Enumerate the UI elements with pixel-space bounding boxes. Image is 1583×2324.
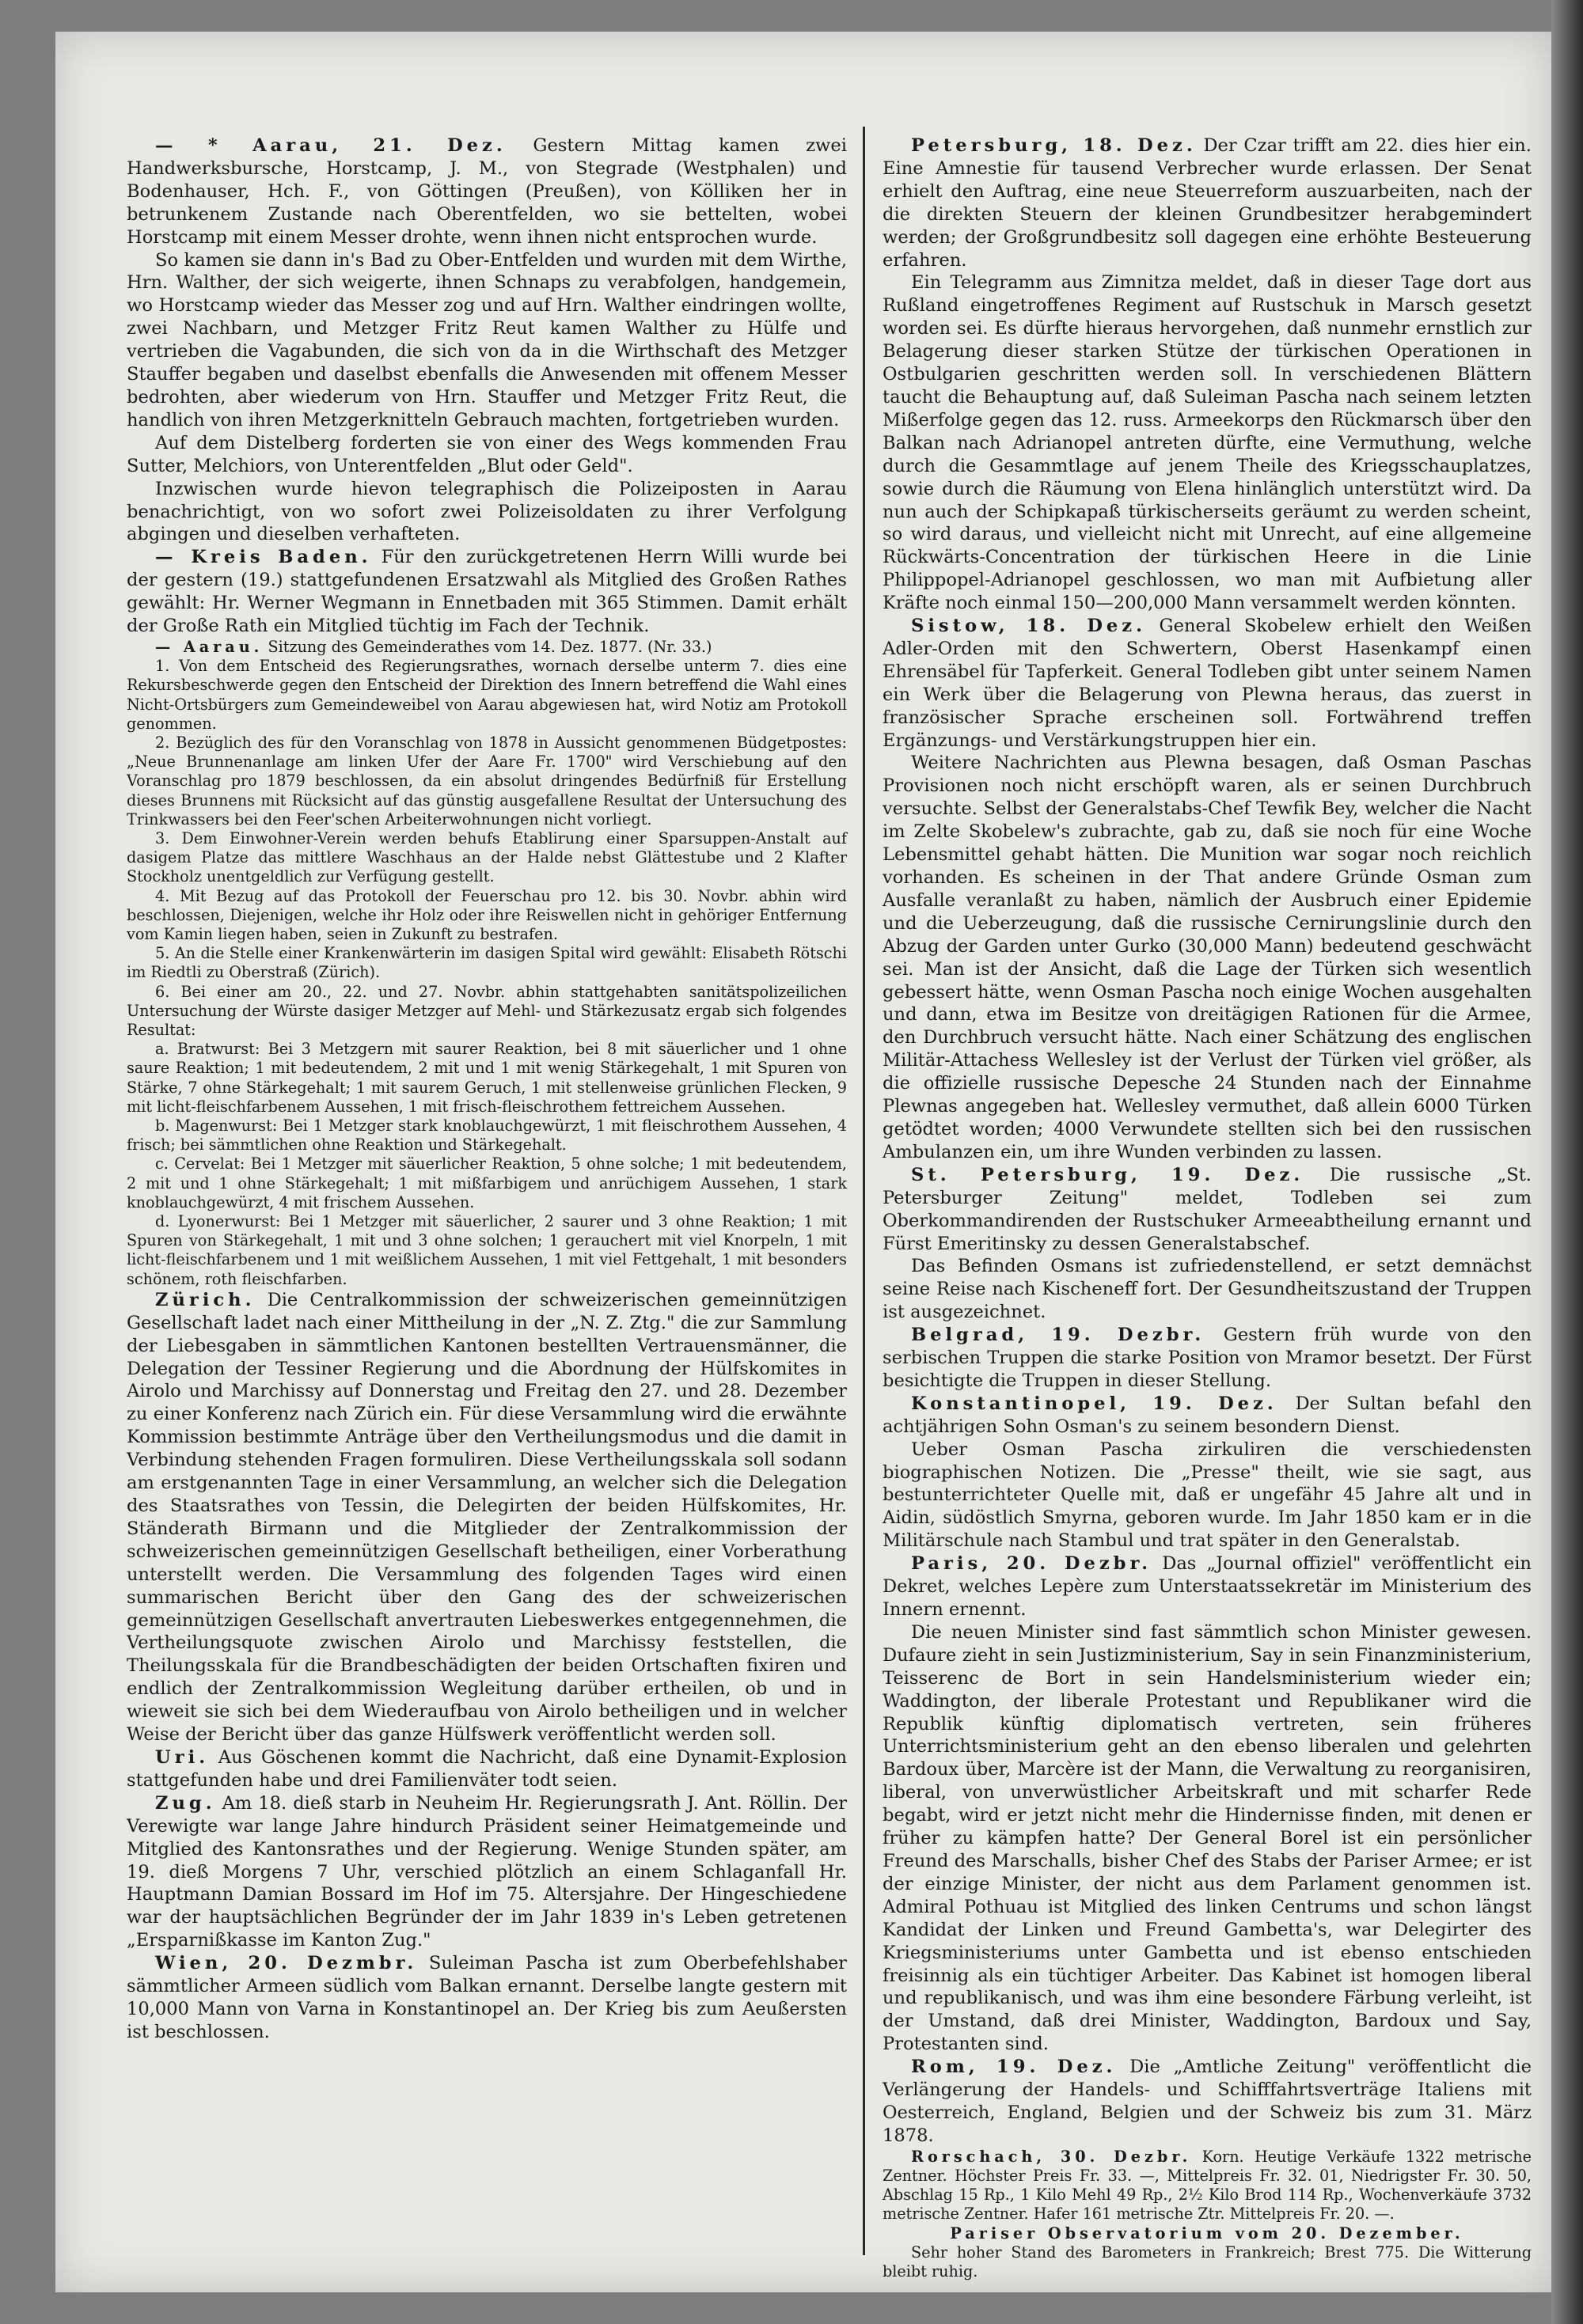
article-paragraph [883, 1439, 1532, 1553]
article-paragraph [127, 829, 847, 887]
column-divider [863, 127, 865, 2255]
article-paragraph [127, 249, 847, 432]
article-text: General Skobelew erhielt den Weißen Adler-Orden mit den Schwertern, Oberst Hasenkampf einen Ehrensäbel für Tapferkeit. General Todleben gibt unter seinem Namen ein Werk über die Belagerung von Plewna heraus, das zuerst in französischer Sprache erscheinen soll. Fortwährend treffen Ergänzungs- und Verstärkungstruppen hier ein. [883, 616, 1532, 751]
article-text: Für den zurückgetretenen Herrn Willi wurde bei der gestern (19.) stattgefundenen Ersatzwahl als Mitglied des Großen Rathes gewählt: Hr. Werner Wegmann in Ennetbaden mit 365 Stimmen. Damit erhält der Große Rath ein Mitglied tüchtig im Fach der Technik. [127, 547, 847, 637]
article-dateline: Rom, 19. Dez. [911, 2057, 1117, 2078]
article-dateline: Konstantinopel, 19. Dez. [911, 1393, 1277, 1414]
article-paragraph [127, 944, 847, 982]
article-dateline: — Aarau. [155, 637, 264, 656]
article-dateline: Rorschach, 30. Dezbr. [911, 2147, 1192, 2166]
article-dateline: Paris, 20. Dezbr. [911, 1553, 1152, 1575]
article-text: Sehr hoher Stand des Barometers in Frankreich; Brest 775. Die Witterung bleibt ruhig. [883, 2242, 1532, 2280]
article-paragraph [127, 546, 847, 638]
article-text: a. Bratwurst: Bei 3 Metzgern mit saurer Reaktion, bei 8 mit säuerlicher und 1 ohne saure Reaktion; 1 mit bedeutendem, 2 mit und 1 mit wenig Stärkegehalt, 1 mit Spuren von Stärke, 7 ohne Stärkegehalt; 1 mit saurem Geruch, 1 mit stellenweise grünlichen Flecken, 9 mit licht-fleischfarbenem Aussehen, 1 mit frisch-fleischrothem fettreichem Aussehen. [127, 1040, 847, 1116]
article-text: Gestern Mittag kamen zwei Handwerksbursche, Horstcamp, J. M., von Stegrade (Westphalen) und Bodenhauser, Hch. F., von Göttingen (Preußen), von Kölliken her in betrunkenem Zustande nach Oberentfelden, wo sie bettelten, wobei Horstcamp mit einem Messer drohte, wenn ihnen nicht entsprochen wurde. [127, 135, 847, 248]
article-paragraph [127, 1289, 847, 1746]
article-dateline: Petersburg, 18. Dez. [911, 135, 1197, 156]
article-text: 5. An die Stelle einer Krankenwärterin im dasigen Spital wird gewählt: Elisabeth Rötschi im Riedtli zu Oberstraß (Zürich). [127, 944, 847, 982]
article-paragraph [883, 1552, 1532, 1621]
article-text: Die Centralkommission der schweizerischen gemeinnützigen Gesellschaft ladet nach einer Mittheilung in der „N. Z. Ztg." die zur Sammlung der Liebesgaben in sämmtlichen Kantonen bestellten Vertrauensmänner, die Delegation der Tessiner Regierung und die Abordnung der Hülfskomites in Airolo und Marchissy auf Donnerstag und Freitag den 27. und 28. Dezember zu einer Konferenz nach Zürich ein. Für diese Versammlung wird die erwähnte Kommission bestimmte Anträge über den Vertheilungsmodus und die damit in Verbindung stehenden Fragen formuliren. Diese Vertheilungsskala soll sodann am erstgenannten Tage in einer Versammlung, an welcher sich die Delegation des Staatsrathes von Tessin, die Delegirten der beiden Hülfskomites, Hr. Ständerath Birmann und die Mitglieder der Zentralkommission der schweizerischen gemeinnützigen Gesellschaft betheiligen, einer Vorberathung unterstellt werden. Die Versammlung des folgenden Tages wird einen summarischen Bericht über den Gang des der schweizerischen gemeinnützigen Gesellschaft anvertrauten Liebeswerkes entgegennehmen, die Vertheilungsquote zwischen Airolo und Marchissy feststellen, die Theilungsskala für die Brandbeschädigten der beiden Ortschaften fixiren und endlich der Zentralkommission Wegleitung darüber ertheilen, ob und in wieweit sie sich bei dem Wiederaufbau von Airolo betheiligen und in welcher Weise der Bericht über das ganze Hülfswerk veröffentlicht werden soll. [127, 1289, 847, 1746]
article-text: d. Lyonerwurst: Bei 1 Metzger mit säuerlicher, 2 saurer und 3 ohne Reaktion; 1 mit Spuren von Stärkegehalt, 1 mit und 3 ohne solchen; 1 gerauchert mit viel Knorpeln, 1 mit licht-fleischfarbenem und 1 mit weißlichem Aussehen, 1 mit viel Fettgehalt, 1 mit besonders schönem, roth fleischfarben. [127, 1212, 847, 1288]
article-paragraph [883, 2224, 1532, 2243]
article-text: Suleiman Pascha ist zum Oberbefehlshaber sämmtlicher Armeen südlich vom Balkan ernannt. Derselbe langte gestern mit 10,000 Mann von Varna in Konstantinopel an. Der Krieg bis zum Aeußersten ist beschlossen. [127, 1953, 847, 2042]
article-text: Weitere Nachrichten aus Plewna besagen, daß Osman Paschas Provisionen noch nicht erschöpft waren, als er seinen Durchbruch versuchte. Selbst der Generalstabs-Chef Tewfik Bey, welcher die Nacht im Zelte Skobelew's zubrachte, gab zu, daß sie noch für eine Woche Lebensmittel gehabt hätten. Die Munition war sogar noch reichlich vorhanden. Es scheinen in der That andere Gründe Osman zum Ausfalle veranlaßt zu haben, nämlich der Ausbruch einer Epidemie und die Ueberzeugung, daß die russische Cernirungslinie durch den Abzug der Garden unter Gurko (30,000 Mann) bedeutend geschwächt sei. Man ist der Ansicht, daß die Lage der Türken sich wesentlich gebessert hätte, wenn Osman Pascha noch einige Wochen ausgehalten und dann, etwa im Besitze von dreitägigen Rationen für die Armee, den Durchbruch versucht hätte. Nach einer Schätzung des englischen Militär-Attachess Wellesley ist der Verlust der Türken viel größer, als die offizielle russische Depesche 24 Stunden nach der Einnahme Plewnas angegeben hat. Wellesley vermuthet, daß allein 6000 Türken getödtet worden; 4000 Verwundete stellten sich bei den russischen Ambulanzen ein, um ihre Wunden verbinden zu lassen. [883, 753, 1532, 1162]
article-text: Korn. Heutige Verkäufe 1322 metrische Zentner. Höchster Preis Fr. 33. —, Mittelpreis Fr. 32. 01, Niedrigster Fr. 30. 50, Abschlag 15 Rp., 1 Kilo Mehl 49 Rp., 2½ Kilo Brod 114 Rp., Wochenverkäufe 3732 metrische Zentner. Hafer 161 metrische Ztr. Mittelpreis Fr. 20. —. [883, 2147, 1532, 2224]
article-paragraph [127, 657, 847, 734]
article-text: 4. Mit Bezug auf das Protokoll der Feuerschau pro 12. bis 30. Novbr. abhin wird beschlossen, Diejenigen, welche ihr Holz oder ihre Reiswellen nicht in gehöriger Entfernung vom Kamin liegen haben, seien in Zukunft zu bestrafen. [127, 886, 847, 943]
article-dateline: Zürich. [155, 1289, 256, 1310]
article-text: b. Magenwurst: Bei 1 Metzger stark knoblauchgewürzt, 1 mit fleischrothem Aussehen, 4 frisch; bei sämmtlichen ohne Reaktion und Stärkegehalt. [127, 1117, 847, 1154]
article-dateline: Wien, 20. Dezmbr. [155, 1953, 418, 1974]
article-text: Das „Journal offiziel" veröffentlicht ein Dekret, welches Lepère zum Unterstaatssekretär im Ministerium des Innern ernennt. [883, 1553, 1532, 1620]
article-paragraph [883, 615, 1532, 752]
article-text: Der Sultan befahl den achtjährigen Sohn Osman's zu seinem besondern Dienst. [883, 1393, 1532, 1437]
article-text: 6. Bei einer am 20., 22. und 27. Novbr. abhin stattgehabten sanitätspolizeilichen Untersuchung der Würste dasiger Metzger auf Mehl- und Stärkezusatz ergab sich folgendes Resultat: [127, 982, 847, 1039]
left-column [127, 135, 847, 2255]
article-dateline: Sistow, 18. Dez. [911, 616, 1146, 637]
article-dateline: Belgrad, 19. Dezbr. [911, 1325, 1205, 1346]
article-paragraph [127, 1792, 847, 1952]
article-paragraph [127, 983, 847, 1041]
article-paragraph [127, 734, 847, 829]
article-paragraph [127, 135, 847, 249]
article-paragraph [127, 1117, 847, 1154]
article-text: Ein Telegramm aus Zimnitza meldet, daß in dieser Tage dort aus Rußland eingetroffenes Regiment auf Rustschuk in Marsch gesetzt worden sei. Es dürfte hieraus hervorgehen, daß nunmehr ernstlich zur Belagerung dieser starken Stütze der türkischen Operationen in Ostbulgarien geschritten werden soll. In verschiedenen Blättern taucht die Behauptung auf, daß Suleiman Pascha nach seinem letzten Mißerfolge gegen das 12. russ. Armeekorps den Rückmarsch über den Balkan nach Adrianopel antreten dürfte, eine Vermuthung, welche durch die Gesammtlage auf jenem Theile des Kriegsschauplatzes, sowie durch die Räumung von Elena hinlänglich unterstützt wird. Da nun auch der Schipkapaß türkischerseits geräumt zu werden scheint, so wird daraus, und vielleicht nicht mit Unrecht, auf eine allgemeine Rückwärts-Concentration der türkischen Heere in die Linie Philippopel-Adrianopel geschlossen, wo man mit Aufbietung aller Kräfte noch einmal 150—200,000 Mann versammelt werden könnten. [883, 272, 1532, 614]
right-column [883, 135, 1532, 2280]
article-text: Inzwischen wurde hievon telegraphisch die Polizeiposten in Aarau benachrichtigt, von wo sofort zwei Polizeisoldaten zu ihrer Verfolgung abgingen und dieselben verhafteten. [127, 478, 847, 545]
article-text: c. Cervelat: Bei 1 Metzger mit säuerlicher Reaktion, 5 ohne solche; 1 mit bedeutendem, 2 mit und 1 ohne Stärkegehalt; 1 mit mißfarbigem und anrüchigem Aussehen, 1 stark knoblauchgewürzt, 4 mit frischem Aussehen. [127, 1154, 847, 1211]
article-dateline: — Kreis Baden. [155, 547, 372, 568]
article-paragraph [127, 1212, 847, 1289]
article-text: Die „Amtliche Zeitung" veröffentlicht die Verlängerung der Handels- und Schifffahrtsverträge Italiens mit Oesterreich, England, Belgien und der Schweiz bis zum 31. März 1878. [883, 2057, 1532, 2146]
article-paragraph [127, 1952, 847, 2044]
article-paragraph [883, 2243, 1532, 2281]
article-paragraph [127, 638, 847, 657]
article-paragraph [883, 1255, 1532, 1324]
article-dateline: Zug. [155, 1792, 216, 1814]
article-paragraph [883, 1324, 1532, 1393]
article-paragraph [883, 2148, 1532, 2224]
article-paragraph [883, 2056, 1532, 2148]
article-paragraph [127, 1746, 847, 1792]
article-text: 1. Von dem Entscheid des Regierungsrathes, wornach derselbe unterm 7. dies eine Rekursbeschwerde gegen den Entscheid der Direktion des Innern betreffend die Wahl eines Nicht-Ortsbürgers zum Gemeindeweibel von Aarau abgewiesen hat, wird Notiz am Protokoll genommen. [127, 657, 847, 733]
article-text: Gestern früh wurde von den serbischen Truppen die starke Position von Mramor besetzt. Der Fürst besichtigte die Truppen in dieser Stellung. [883, 1325, 1532, 1391]
article-text: Das Befinden Osmans ist zufriedenstellend, er setzt demnächst seine Reise nach Kischeneff fort. Der Gesundheitszustand der Truppen ist ausgezeichnet. [883, 1256, 1532, 1323]
article-paragraph [127, 887, 847, 945]
article-dateline: St. Petersburg, 19. Dez. [911, 1164, 1304, 1185]
page-edge-shadow [1551, 0, 1583, 2324]
article-text: Die russische „St. Petersburger Zeitung" meldet, Todleben sei zum Oberkommandirenden der Rustschuker Armeeabtheilung ernannt und Fürst Emeritinsky zu dessen Generalstabschef. [883, 1164, 1532, 1254]
article-paragraph [883, 752, 1532, 1163]
article-text: Ueber Osman Pascha zirkuliren die verschiedensten biographischen Notizen. Die „Presse" theilt, wie sie sagt, aus bestunterrichteter Quelle mit, daß er ungefähr 45 Jahre alt und in Aidin, südöstlich Smyrna, geboren wurde. Im Jahr 1850 kam er in die Militärschule nach Stambul und trat später in den Generalstab. [883, 1439, 1532, 1552]
article-paragraph [127, 1154, 847, 1212]
article-text: Der Czar trifft am 22. dies hier ein. Eine Amnestie für tausend Verbrecher wurde erlassen. Der Senat erhielt den Auftrag, eine neue Steuerreform auszuarbeiten, nach der die direkten Steuern der kleinen Grundbesitzer herabgemindert werden; der Großgrundbesitz soll dagegen eine erhöhte Besteuerung erfahren. [883, 135, 1532, 271]
article-paragraph [127, 1040, 847, 1117]
article-text: Die neuen Minister sind fast sämmtlich schon Minister gewesen. Dufaure zieht in sein Justizministerium, Say in sein Finanzministerium, Teisserenc de Bort in sein Handelsministerium wieder ein; Waddington, der liberale Protestant und Republikaner wird die Republik künftig diplomatisch vertreten, sein früheres Unterrichtsministerium geht an den ebenso liberalen und gelehrten Bardoux über, Marcère ist der Mann, die Verwaltung zu reorganisiren, liberal, von unverwüstlicher Arbeitskraft und mit scharfer Rede begabt, wird er jetzt nicht mehr die Hindernisse finden, mit denen er früher zu kämpfen hatte? Der General Borel ist ein persönlicher Freund des Marschalls, bisher Chef des Stabs der Pariser Armee; er ist der einzige Minister, der nicht aus dem Parlament genommen ist. Admiral Pothuau ist Mitglied des linken Centrums und schon längst Kandidat der Linken und Freund Gambetta's, war Delegirter des Kriegsministeriums unter Gambetta und ist ebenso entschieden freisinnig als ein tüchtiger Arbeiter. Das Kabinet ist homogen liberal und republikanisch, und was ihm eine besondere Färbung verleiht, ist der Umstand, daß drei Minister, Waddington, Bardoux und Say, Protestanten sind. [883, 1621, 1532, 2055]
article-text: Am 18. dieß starb in Neuheim Hr. Regierungsrath J. Ant. Röllin. Der Verewigte war lange Jahre hindurch Präsident seiner Heimatgemeinde und Mitglied des Kantonsrathes und der Regierung. Wenige Stunden später, am 19. dieß Morgens 7 Uhr, verschied plötzlich an einem Schlaganfall Hr. Hauptmann Damian Bossard im Hof im 75. Altersjahre. Der Hingeschiedene war der hauptsächlichen Begründer der im Jahr 1839 in's Leben getretenen „Ersparnißkasse im Kanton Zug." [127, 1792, 847, 1951]
article-paragraph [883, 1393, 1532, 1439]
article-paragraph [883, 271, 1532, 615]
article-dateline: — * Aarau, 21. Dez. [155, 135, 507, 156]
article-text: Aus Göschenen kommt die Nachricht, daß eine Dynamit-Explosion stattgefunden habe und drei Familienväter todt seien. [127, 1746, 848, 1791]
article-text: 3. Dem Einwohner-Verein werden behufs Etablirung einer Sparsuppen-Anstalt auf dasigem Platze das mittlere Waschhaus an der Halde nebst Glättestube und 2 Klafter Stockholz unentgeldlich zur Verfügung gestellt. [127, 828, 847, 886]
article-paragraph [883, 1164, 1532, 1256]
article-paragraph [127, 432, 847, 478]
article-text: Auf dem Distelberg forderten sie von einer des Wegs kommenden Frau Sutter, Melchiors, von Unterentfelden „Blut oder Geld". [127, 432, 847, 476]
article-paragraph [883, 135, 1532, 271]
article-text: So kamen sie dann in's Bad zu Ober-Entfelden und wurden mit dem Wirthe, Hrn. Walther, der sich weigerte, ihnen Schnaps zu verabfolgen, handgemein, wo Horstcamp wieder das Messer zog und auf Hrn. Walther eindringen wollte, zwei Nachbarn, und Metzger Fritz Reut kamen Walther zu Hülfe und vertrieben die Vagabunden, die sich von da in die Wirthschaft des Metzger Stauffer begaben und daselbst ebenfalls die Anwesenden mit offenem Messer bedrohten, aber wiederum von Hrn. Stauffer und Metzger Fritz Reut, die handlich von ihren Metzgerknitteln Gebrauch machten, fortgetrieben wurden. [127, 249, 847, 430]
article-paragraph [883, 1621, 1532, 2056]
article-text: Sitzung des Gemeinderathes vom 14. Dez. 1877. (Nr. 33.) [268, 637, 712, 656]
article-text: 2. Bezüglich des für den Voranschlag von 1878 in Aussicht genommenen Büdgetpostes: „Neue Brunnenanlage am linken Ufer der Aare Fr. 1700" wird Verschiebung auf den Voranschlag pro 1879 beschlossen, da ein absolut dringendes Bedürfniß für Erstellung dieses Brunnens mit Rücksicht auf das günstig ausgefallene Resultat der Untersuchung des Trinkwassers bei den Feer'schen Arbeiterwohnungen nicht vorliegt. [127, 733, 847, 828]
newspaper-page [55, 32, 1551, 2292]
article-paragraph [127, 478, 847, 547]
article-dateline: Pariser Observatorium vom 20. Dezember. [950, 2224, 1464, 2242]
article-dateline: Uri. [155, 1746, 210, 1768]
